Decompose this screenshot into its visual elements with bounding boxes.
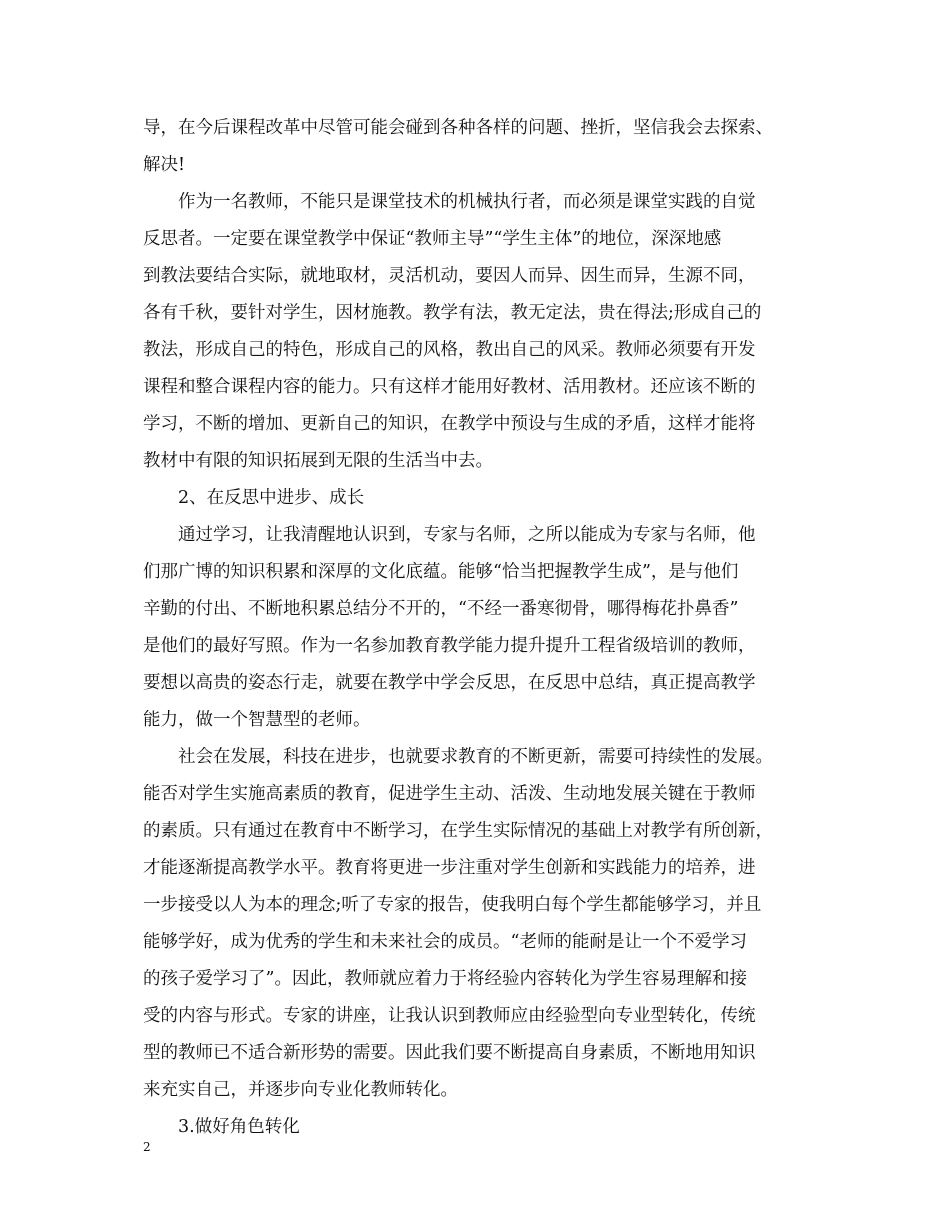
text-line: 各有千秋，要针对学生，因材施教。教学有法，教无定法，贵在得法;形成自己的 [143,303,762,323]
paragraph-start: 社会在发展，科技在进步，也就要求教育的不断更新，需要可持续性的发展。 [178,747,773,767]
text-line: 到教法要结合实际，就地取材，灵活机动，要因人而异、因生而异，生源不同， [143,266,756,286]
text-line: 要想以高贵的姿态行走，就要在教学中学会反思，在反思中总结，真正提高教学 [143,673,756,693]
text-line: 是他们的最好写照。作为一名参加教育教学能力提升提升工程省级培训的教师， [143,636,756,656]
text-line: 辛勤的付出、不断地积累总结分不开的，“不经一番寒彻骨，哪得梅花扑鼻香” [143,599,739,619]
text-line: 的孩子爱学习了”。因此，教师就应着力于将经验内容转化为学生容易理解和接 [143,969,747,989]
text-line: 能力，做一个智慧型的老师。 [143,710,371,730]
text-line: 课程和整合课程内容的能力。只有这样才能用好教材、活用教材。还应该不断的 [143,377,756,397]
text-line: 导，在今后课程改革中尽管可能会碰到各种各样的问题、挫折，坚信我会去探索、 [143,118,773,138]
text-line: 反思者。一定要在课堂教学中保证“教师主导”“学生主体”的地位，深深地感 [143,229,722,249]
text-line: 才能逐渐提高教学水平。教育将更进一步注重对学生创新和实践能力的培养，进 [143,858,756,878]
text-line: 能够学好，成为优秀的学生和未来社会的成员。“老师的能耐是让一个不爱学习 [143,932,747,952]
text-line: 学习，不断的增加、更新自己的知识，在教学中预设与生成的矛盾，这样才能将 [143,414,756,434]
page-number: 2 [143,1140,151,1154]
paragraph-start: 作为一名教师，不能只是课堂技术的机械执行者，而必须是课堂实践的自觉 [178,192,756,212]
text-line: 解决! [143,155,186,175]
text-line: 的素质。只有通过在教育中不断学习，在学生实际情况的基础上对教学有所创新， [143,821,773,841]
text-line: 能否对学生实施高素质的教育，促进学生主动、活泼、生动地发展关键在于教师 [143,784,756,804]
section-heading: 3.做好角色转化 [178,1117,300,1137]
text-line: 教材中有限的知识拓展到无限的生活当中去。 [143,451,493,471]
paragraph-start: 通过学习，让我清醒地认识到，专家与名师，之所以能成为专家与名师，他 [178,525,756,545]
text-line: 型的教师已不适合新形势的需要。因此我们要不断提高自身素质，不断地用知识 [143,1043,756,1063]
text-line: 一步接受以人为本的理念;听了专家的报告，使我明白每个学生都能够学习，并且 [143,895,762,915]
text-line: 来充实自己，并逐步向专业化教师转化。 [143,1080,458,1100]
text-line: 教法，形成自己的特色，形成自己的风格，教出自己的风采。教师必须要有开发 [143,340,756,360]
section-heading: 2、在反思中进步、成长 [178,488,365,508]
text-line: 们那广博的知识积累和深厚的文化底蕴。能够“恰当把握教学生成”，是与他们 [143,562,739,582]
text-line: 受的内容与形式。专家的讲座，让我认识到教师应由经验型向专业型转化，传统 [143,1006,756,1026]
